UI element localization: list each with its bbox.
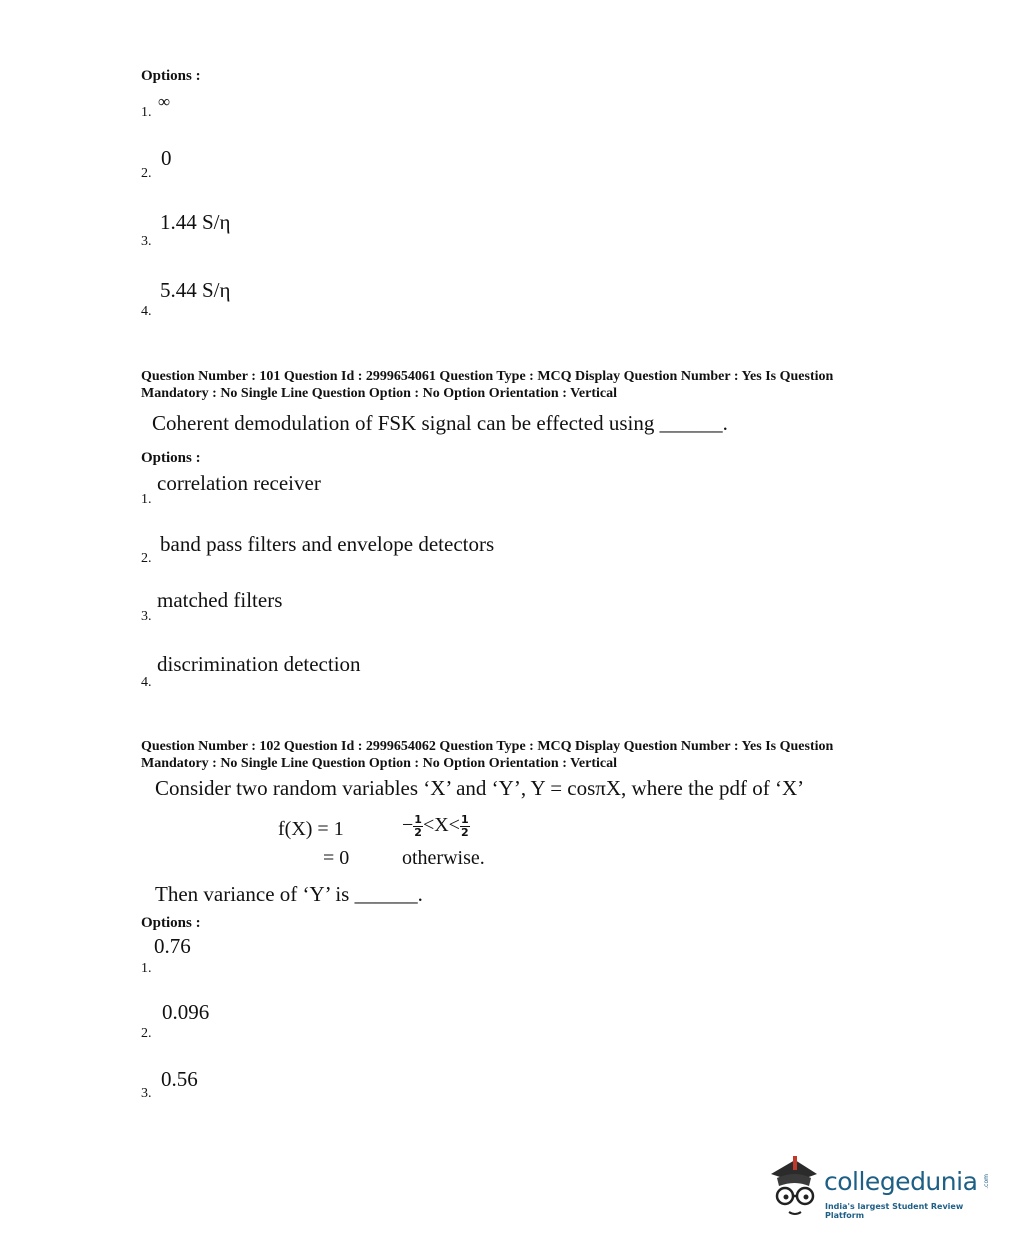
pdf-row1-range [402,814,470,839]
option-number: 2. [141,551,152,566]
question-text: Consider two random variables ‘X’ and ‘Y’, Y = cosπX, where the pdf of ‘X’ [155,776,805,800]
question-followup: Then variance of ‘Y’ is ______. [155,882,423,906]
variable-x: X [434,814,449,837]
collegedunia-logo [765,1152,995,1222]
option-value: band pass filters and envelope detectors [160,532,495,556]
pdf-row2-lhs: = 0 [323,847,350,869]
option-number: 3. [141,234,152,249]
question-meta-line2: Mandatory : No Single Line Question Option : No Option Orientation : Vertical [141,386,618,401]
option-value: 0 [161,146,172,170]
option-number: 2. [141,166,152,181]
pdf-row2-rhs: otherwise. [402,847,485,869]
option-number: 3. [141,609,152,624]
option-number: 4. [141,675,152,690]
fraction-denominator: 2 [414,826,422,839]
option-value: ∞ [158,92,171,111]
option-number: 1. [141,961,152,976]
fraction-numerator: 1 [460,813,469,826]
question-meta-line1: Question Number : 102 Question Id : 2999654062 Question Type : MCQ Display Question Number : Yes Is Question [141,739,834,754]
brand-tagline: India's largest Student Review Platform [825,1202,964,1220]
minus-sign: − [402,814,414,837]
option-value: 0.096 [162,1000,210,1024]
fraction-denominator: 2 [460,826,469,839]
option-number: 1. [141,105,152,120]
less-than: < [422,814,435,837]
options-label: Options : [141,450,201,466]
options-label: Options : [141,68,201,84]
question-text: Coherent demodulation of FSK signal can be effected using ______. [152,411,728,435]
option-number: 1. [141,492,152,507]
brand-dotcom: .com [983,1174,990,1189]
option-number: 4. [141,304,152,319]
option-value: matched filters [157,588,283,612]
half-fraction [460,814,470,839]
option-value: correlation receiver [157,471,321,495]
option-value: 1.44 S/η [160,210,231,234]
pdf-row1-lhs: f(X) = 1 [278,818,344,840]
option-number: 3. [141,1086,152,1101]
question-meta-line2: Mandatory : No Single Line Question Option : No Option Orientation : Vertical [141,756,618,771]
option-value: 0.76 [154,934,191,958]
options-label: Options : [141,915,201,931]
fraction-numerator: 1 [414,813,422,826]
brand-name: collegedunia [824,1167,978,1196]
question-meta-line1: Question Number : 101 Question Id : 2999654061 Question Type : MCQ Display Question Number : Yes Is Question [141,369,834,384]
less-than: < [448,814,460,837]
option-number: 2. [141,1026,152,1041]
half-fraction [413,814,423,839]
option-value: 0.56 [161,1067,198,1091]
option-value: discrimination detection [157,652,361,676]
mascot-icon [765,1152,823,1222]
option-value: 5.44 S/η [160,278,231,302]
